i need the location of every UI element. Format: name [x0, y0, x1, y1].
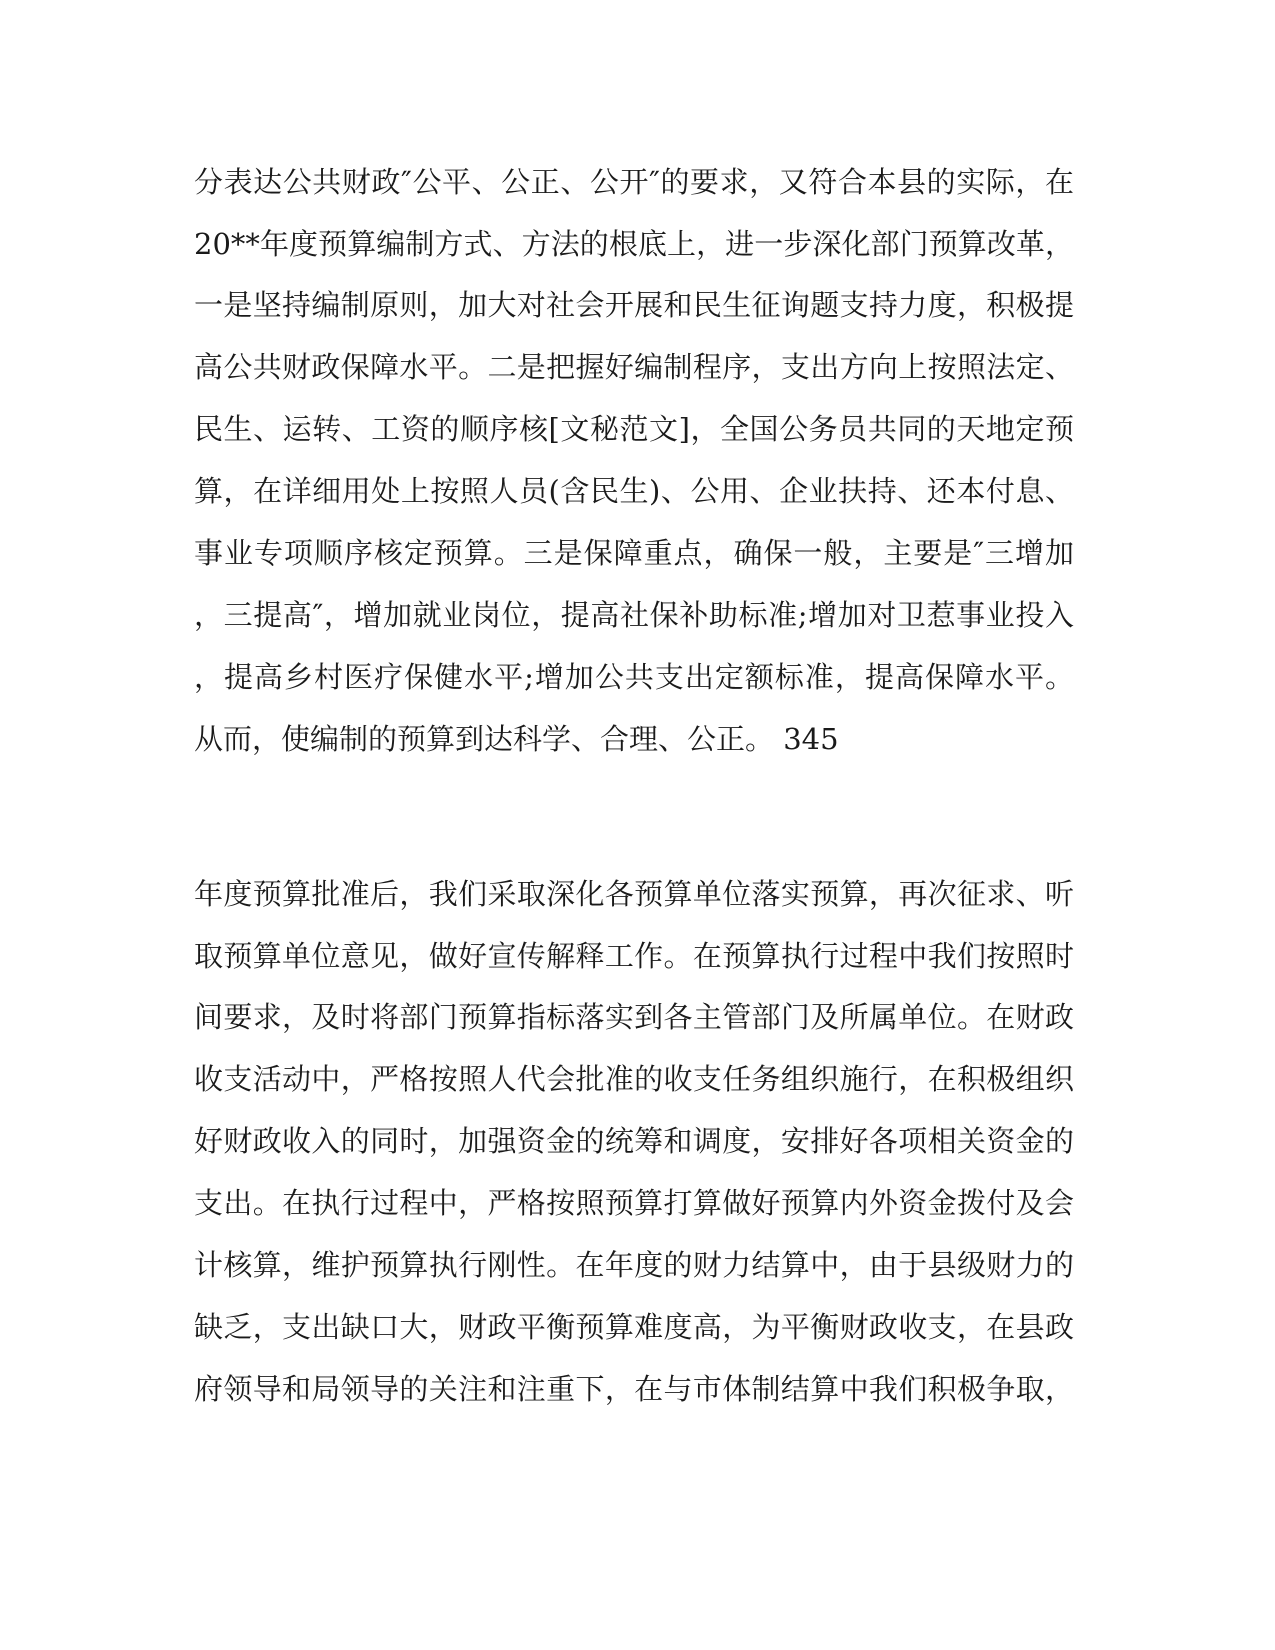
- text-line: 计核算，维护预算执行刚性。在年度的财力结算中，由于县级财力的: [194, 1248, 1074, 1282]
- text-line: 一是坚持编制原则，加大对社会开展和民生征询题支持力度，积极提: [194, 288, 1074, 322]
- text-line: 从而，使编制的预算到达科学、合理、公正。 345: [194, 722, 839, 756]
- text-line: 民生、运转、工资的顺序核[文秘范文]，全国公务员共同的天地定预: [194, 412, 1074, 446]
- text-line: 取预算单位意见，做好宣传解释工作。在预算执行过程中我们按照时: [194, 939, 1074, 973]
- text-line: 府领导和局领导的关注和注重下，在与市体制结算中我们积极争取，: [194, 1372, 1074, 1406]
- text-line: 收支活动中，严格按照人代会批准的收支任务组织施行，在积极组织: [194, 1062, 1074, 1096]
- text-line: ，三提高″，增加就业岗位，提高社保补助标准;增加对卫惹事业投入: [194, 598, 1074, 632]
- text-line: 好财政收入的同时，加强资金的统筹和调度，安排好各项相关资金的: [194, 1124, 1074, 1158]
- text-line: 高公共财政保障水平。二是把握好编制程序，支出方向上按照法定、: [194, 350, 1074, 384]
- text-line: 事业专项顺序核定预算。三是保障重点，确保一般，主要是″三增加: [194, 536, 1074, 570]
- text-line: 间要求，及时将部门预算指标落实到各主管部门及所属单位。在财政: [194, 1000, 1074, 1034]
- text-line: 支出。在执行过程中，严格按照预算打算做好预算内外资金拨付及会: [194, 1186, 1074, 1220]
- text-line: 分表达公共财政″公平、公正、公开″的要求，又符合本县的实际，在: [194, 165, 1074, 199]
- text-line: 算，在详细用处上按照人员(含民生)、公用、企业扶持、还本付息、: [194, 474, 1074, 508]
- text-line: ，提高乡村医疗保健水平;增加公共支出定额标准，提高保障水平。: [194, 660, 1074, 694]
- text-line: 缺乏，支出缺口大，财政平衡预算难度高，为平衡财政收支，在县政: [194, 1310, 1074, 1344]
- text-line: 年度预算批准后，我们采取深化各预算单位落实预算，再次征求、听: [194, 877, 1074, 911]
- text-line: 20**年度预算编制方式、方法的根底上，进一步深化部门预算改革，: [194, 227, 1074, 261]
